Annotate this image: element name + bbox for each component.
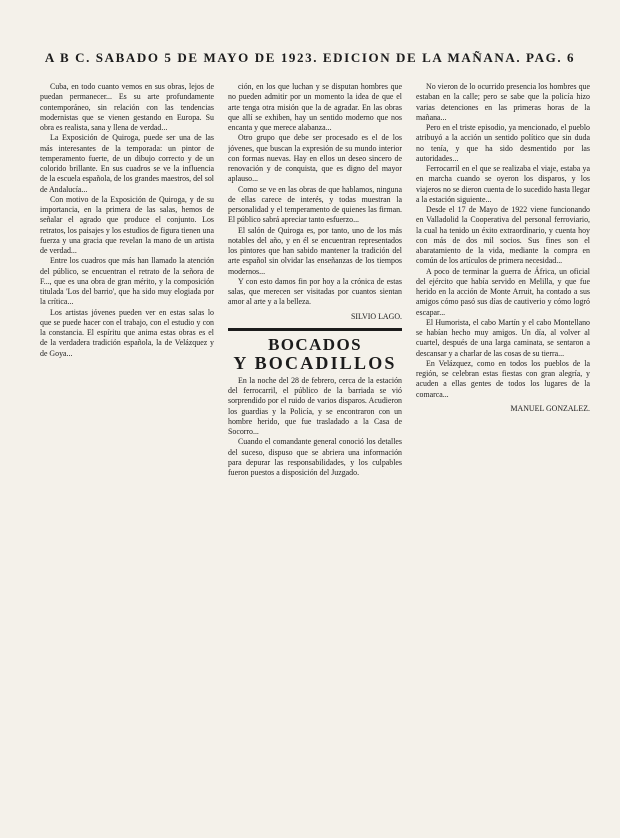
- paragraph: Cuando el comandante general conoció los detalles del suceso, dispuso que se abriera una información para depurar las responsabilidades, y los culpables fueron puestos a disposición del Juzgado.: [228, 437, 402, 477]
- paragraph: Ferrocarril en el que se realizaba el viaje, estaba ya en marcha cuando se oyeron los disparos, y los viajeros no se dieron cuenta de lo sucedido hasta llegar a la estación siguiente...: [416, 164, 590, 204]
- section-title: [228, 336, 402, 372]
- column-3: [416, 82, 590, 478]
- paragraph: La Exposición de Quiroga, puede ser una de las más interesantes de la temporada: un pintor de temperamento fuerte, de un dibujo correcto y de un colorido brillante. En sus cuadros se ve la influencia de la escuela española, de los grandes maestros, del sol de Andalucía...: [40, 133, 214, 194]
- paragraph: Entre los cuadros que más han llamado la atención del público, se encuentran el retrato de la señora de F..., que es una obra de gran mérito, y la composición titulada 'Los del barrio', que ha sido muy elogiada por la crítica...: [40, 256, 214, 307]
- page-header: A B C. SABADO 5 DE MAYO DE 1923. EDICION DE LA MAÑANA. PAG. 6: [44, 50, 576, 65]
- paragraph: En la noche del 28 de febrero, cerca de la estación del ferrocarril, el público de la barriada se vió sorprendido por el ruido de varios disparos. Acudieron los guardias y la Policía, y se encontraron con un hombre herido, que fue trasladado a la Casa de Socorro...: [228, 375, 402, 436]
- section-title-line: BOCADOS: [268, 334, 362, 354]
- signature: SILVIO LAGO.: [351, 311, 402, 321]
- column-2: [228, 82, 402, 478]
- paragraph: Con motivo de la Exposición de Quiroga, y de su importancia, en la primera de las salas, hemos de señalar el agrado que produce el conjunto. Los retratos, los paisajes y los estudios de figura tienen una fuerza y una gracia que revelan la mano de un artista de verdad...: [40, 194, 214, 255]
- paragraph: Y con esto damos fin por hoy a la crónica de estas salas, que merecen ser visitadas por cuantos sientan amor al arte y a la belleza.: [228, 276, 402, 307]
- paragraph: Cuba, en todo cuanto vemos en sus obras, lejos de puedan permanecer... Es su arte profundamente contemporáneo, sin relación con las tendencias modernistas que se vienen gestando en Europa. Su obra es realista, sana y llena de verdad...: [40, 82, 214, 132]
- paragraph: No vieron de lo ocurrido presencia los hombres que estaban en la calle; pero se sabe que la policía hizo varias detenciones en las primeras horas de la mañana...: [416, 82, 590, 122]
- paragraph: ción, en los que luchan y se disputan hombres que no pueden admitir por un momento la idea de que el arte tenga otra misión que la de agradar. En las obras que allí se exhiben, hay un sentido moderno que nos encanta y que merece alabanza...: [228, 82, 402, 132]
- paragraph: Los artistas jóvenes pueden ver en estas salas lo que se puede hacer con el trabajo, con el estudio y con la constancia. El espíritu que anima estas obras es el de la verdadera tradición española, la de Velázquez y de Goya...: [40, 307, 214, 358]
- paragraph: A poco de terminar la guerra de África, un oficial del ejército que había servido en Melilla, y que fue herido en la acción de Monte Arruit, ha contado a sus amigos cómo pasó sus días de cautiverio y cómo logró escapar...: [416, 266, 590, 317]
- paragraph: El salón de Quiroga es, por tanto, uno de los más notables del año, y en él se encuentran representados los pintores que han sabido mantener la tradición del arte español sin olvidar las enseñanzas de los tiempos modernos...: [228, 225, 402, 276]
- paragraph: Como se ve en las obras de que hablamos, ninguna de ellas carece de interés, y todas muestran la personalidad y el temperamento de quienes las firman. El público sabrá apreciar tanto esfuerzo...: [228, 184, 402, 225]
- paragraph: Desde el 17 de Mayo de 1922 viene funcionando en Valladolid la Cooperativa del personal ferroviario, la cual ha tenido un éxito extraordinario, y cuenta hoy con más de dos mil socios. Sus fines son el abaratamiento de la vida, mediante la compra en común de los artículos de primera necesidad...: [416, 205, 590, 266]
- section-title-line: Y BOCADILLOS: [233, 352, 397, 373]
- paragraph: Pero en el triste episodio, ya mencionado, el pueblo atribuyó a la acción un sentido político que sin duda no tenía, y que ha sido desmentido por las autoridades...: [416, 123, 590, 163]
- paragraph: El Humorista, el cabo Martín y el cabo Montellano se habían hecho muy amigos. Un día, al volver al cuartel, después de una larga caminata, se sentaron a descansar y a charlar de las cosas de su tierra...: [416, 317, 590, 358]
- signature: MANUEL GONZALEZ.: [510, 403, 590, 413]
- section-divider: [228, 328, 402, 331]
- paragraph: Otro grupo que debe ser procesado es el de los jóvenes, que buscan la expresión de su mundo interior con formas nuevas. Hay en ellos un deseo sincero de renovación y de conquista, que es digno del mayor aplauso...: [228, 133, 402, 184]
- column-1: [40, 82, 214, 478]
- columns: [40, 82, 602, 478]
- paragraph: En Velázquez, como en todos los pueblos de la región, se celebran estas fiestas con gran alegría, y acuden a ellas gentes de todos los lugares de la comarca...: [416, 358, 590, 399]
